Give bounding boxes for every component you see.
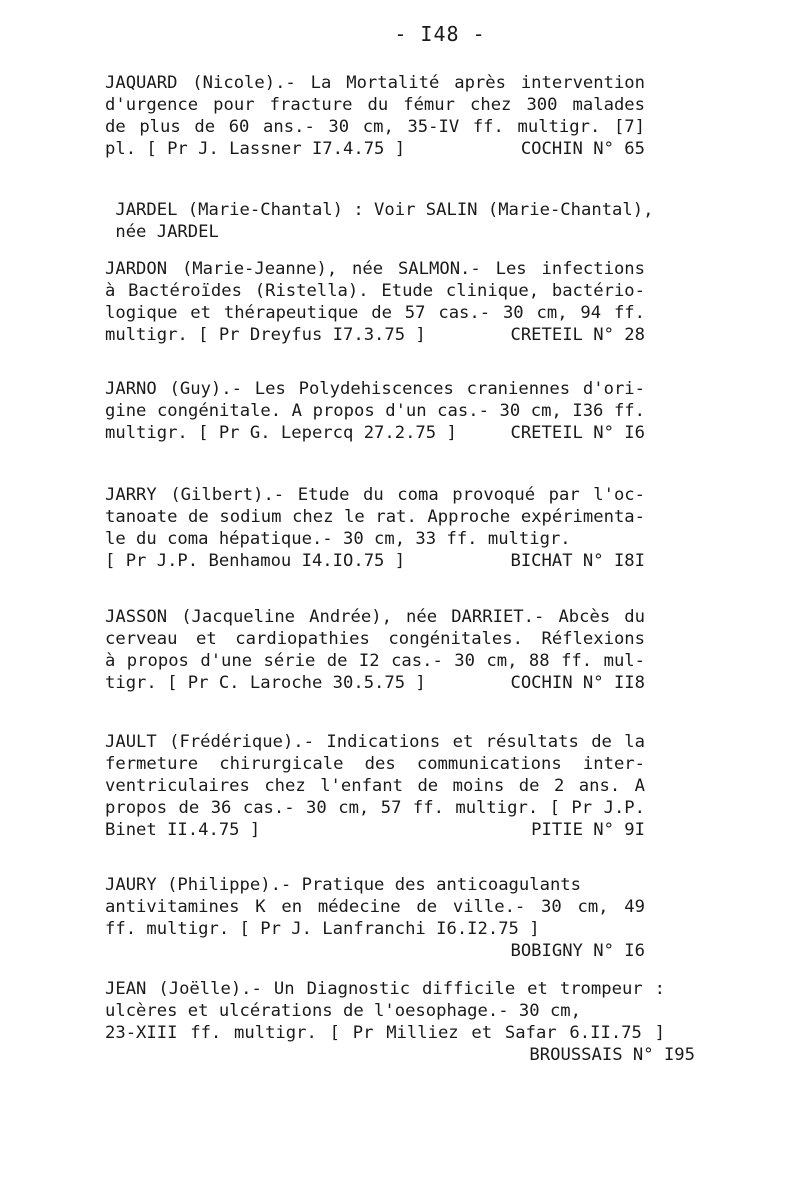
entry-line: antivitamines K en médecine de ville.- 30 cm, 49 — [105, 897, 645, 917]
bibliography-entry — [105, 484, 645, 572]
entry-line: Binet II.4.75 ] — [105, 820, 261, 840]
entry-line: JAULT (Frédérique).- Indications et résultats de la — [105, 732, 645, 752]
page-number: - I48 - — [394, 22, 486, 46]
entry-line: de plus de 60 ans.- 30 cm, 35-IV ff. multigr. [7] — [105, 117, 645, 137]
library-reference: COCHIN N° II8 — [510, 673, 645, 693]
entry-line: JARRY (Gilbert).- Etude du coma provoqué par l'oc- — [105, 485, 645, 505]
bibliography-entry — [105, 72, 645, 160]
entry-line: JARNO (Guy).- Les Polydehiscences craniennes d'ori- — [105, 379, 645, 399]
entry-line: propos de 36 cas.- 30 cm, 57 ff. multigr. [ Pr J.P. — [105, 798, 645, 818]
cross-reference-entry — [105, 199, 654, 243]
library-reference: BICHAT N° I8I — [510, 551, 645, 571]
entry-line: à Bactéroïdes (Ristella). Etude clinique, bactério- — [105, 281, 645, 301]
library-reference: BOBIGNY N° I6 — [510, 941, 645, 961]
library-reference: COCHIN N° 65 — [520, 139, 645, 159]
entry-line: JARDEL (Marie-Chantal) : Voir SALIN (Marie-Chantal), — [105, 200, 654, 220]
entry-line-with-reference — [105, 324, 645, 346]
entry-line: logique et thérapeutique de 57 cas.- 30 cm, 94 ff. — [105, 303, 645, 323]
bibliography-entry — [105, 378, 645, 444]
entry-line: pl. [ Pr J. Lassner I7.4.75 ] — [105, 139, 406, 159]
entry-line: ventriculaires chez l'enfant de moins de 2 ans. A — [105, 776, 645, 796]
library-reference: BROUSSAIS N° I95 — [529, 1045, 695, 1065]
entry-line-with-reference — [105, 819, 645, 841]
library-reference: CRETEIL N° 28 — [510, 325, 645, 345]
library-reference: CRETEIL N° I6 — [510, 423, 645, 443]
entry-line-with-reference — [105, 672, 645, 694]
entry-line: multigr. [ Pr G. Lepercq 27.2.75 ] — [105, 423, 457, 443]
entry-line-with-reference — [105, 138, 645, 160]
entry-line: le du coma hépatique.- 30 cm, 33 ff. multigr. — [105, 529, 571, 549]
library-reference: PITIE N° 9I — [531, 820, 645, 840]
entry-line: née JARDEL — [105, 222, 219, 242]
entry-line: JAURY (Philippe).- Pratique des anticoagulants — [105, 875, 581, 895]
entry-line: ulcères et ulcérations de l'oesophage.- 30 cm, — [105, 1001, 581, 1021]
bibliography-entry — [105, 978, 695, 1066]
entry-line: cerveau et cardiopathies congénitales. Réflexions — [105, 629, 645, 649]
bibliography-entry — [105, 874, 645, 962]
entry-line: JASSON (Jacqueline Andrée), née DARRIET.- Abcès du — [105, 607, 645, 627]
entry-line: 23-XIII ff. multigr. [ Pr Milliez et Safar 6.II.75 ] — [105, 1023, 665, 1043]
entry-line: JARDON (Marie-Jeanne), née SALMON.- Les infections — [105, 259, 645, 279]
entry-line: tigr. [ Pr C. Laroche 30.5.75 ] — [105, 673, 426, 693]
entry-line: tanoate de sodium chez le rat. Approche expérimenta- — [105, 507, 645, 527]
entry-line: à propos d'une série de I2 cas.- 30 cm, 88 ff. mul- — [105, 651, 645, 671]
entry-line-with-reference — [105, 422, 645, 444]
entry-line: JAQUARD (Nicole).- La Mortalité après intervention — [105, 73, 645, 93]
entry-line: d'urgence pour fracture du fémur chez 300 malades — [105, 95, 645, 115]
entry-line: fermeture chirurgicale des communications inter- — [105, 754, 645, 774]
bibliography-entry — [105, 606, 645, 694]
bibliography-entry — [105, 731, 645, 841]
entry-line-with-reference — [105, 550, 645, 572]
entry-line: multigr. [ Pr Dreyfus I7.3.75 ] — [105, 325, 426, 345]
bibliography-entry — [105, 258, 645, 346]
entry-line: gine congénitale. A propos d'un cas.- 30 cm, I36 ff. — [105, 401, 645, 421]
entry-line: [ Pr J.P. Benhamou I4.IO.75 ] — [105, 551, 406, 571]
entry-line: ff. multigr. [ Pr J. Lanfranchi I6.I2.75 ] — [105, 919, 540, 939]
entry-line: JEAN (Joëlle).- Un Diagnostic difficile et trompeur : — [105, 979, 665, 999]
